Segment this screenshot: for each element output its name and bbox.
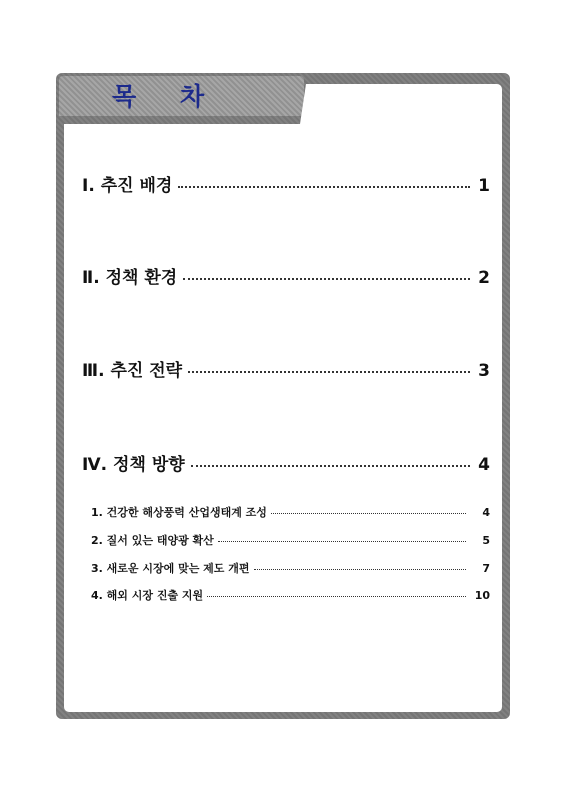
toc-entry-4[interactable] xyxy=(82,450,490,475)
toc-entry-label: Ⅰ. 추진 배경 xyxy=(82,176,173,196)
subtoc-entry-label: 2. 질서 있는 태양광 확산 xyxy=(91,534,214,547)
subtoc-entry-3[interactable] xyxy=(91,560,490,576)
toc-entry-page: 4 xyxy=(478,455,490,475)
subtoc-entry-label: 1. 건강한 해상풍력 산업생태계 조성 xyxy=(91,506,267,519)
dot-leader xyxy=(188,371,470,373)
subtoc-entry-label: 4. 해외 시장 진출 지원 xyxy=(91,589,204,602)
dot-leader xyxy=(191,465,470,467)
dot-leader xyxy=(218,541,466,542)
subtoc-entry-page: 7 xyxy=(482,562,490,575)
subtoc-entry-1[interactable] xyxy=(91,504,490,520)
toc-entry-label: Ⅲ. 추진 전략 xyxy=(82,361,183,381)
subtoc-entry-4[interactable] xyxy=(91,587,490,603)
toc-entry-3[interactable] xyxy=(82,356,490,381)
toc-entry-page: 2 xyxy=(478,268,490,288)
page-title-part1: 목 xyxy=(112,82,137,111)
dot-leader xyxy=(207,596,466,597)
toc-entry-label: Ⅳ. 정책 방향 xyxy=(82,455,185,475)
toc-entry-page: 1 xyxy=(478,176,490,196)
subtoc-entry-page: 10 xyxy=(474,589,490,602)
toc-entry-page: 3 xyxy=(478,361,490,381)
dot-leader xyxy=(254,569,467,570)
subtoc-entry-label: 3. 새로운 시장에 맞는 제도 개편 xyxy=(91,562,250,575)
subtoc-entry-2[interactable] xyxy=(91,532,490,548)
toc-entry-1[interactable] xyxy=(82,171,490,196)
toc-entry-label: Ⅱ. 정책 환경 xyxy=(82,268,178,288)
subtoc-entry-page: 5 xyxy=(482,534,490,547)
dot-leader xyxy=(178,186,470,188)
toc-entry-2[interactable] xyxy=(82,263,490,288)
dot-leader xyxy=(271,513,466,514)
page-title-part2: 차 xyxy=(180,82,205,111)
dot-leader xyxy=(183,278,470,280)
subtoc-entry-page: 4 xyxy=(482,506,490,519)
